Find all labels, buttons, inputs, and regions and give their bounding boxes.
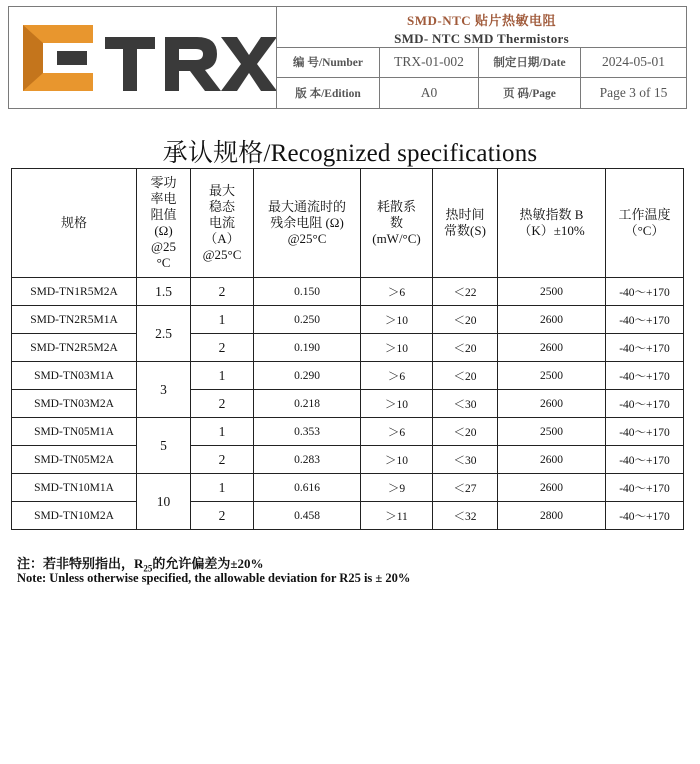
cell-model: SMD-TN05M2A [12, 446, 137, 474]
cell-time-constant: ＜22 [433, 278, 498, 306]
cell-time-constant: ＜32 [433, 502, 498, 530]
date-label: 制定日期/Date [479, 47, 581, 77]
table-row [12, 502, 684, 530]
note-english: Note: Unless otherwise specified, the allowable deviation for R25 is ± 20% [17, 571, 411, 585]
cell-rres: 0.458 [254, 502, 361, 530]
table-row [12, 334, 684, 362]
page-label: 页 码/Page [479, 78, 581, 108]
title-english: SMD- NTC SMD Thermistors [394, 31, 569, 46]
edition-label: 版 本/Edition [277, 78, 380, 108]
table-row [12, 390, 684, 418]
cell-time-constant: ＜20 [433, 334, 498, 362]
number-value: TRX-01-002 [380, 47, 479, 77]
cell-rres: 0.616 [254, 474, 361, 502]
header-time-constant: 热时间 常数(S) [433, 169, 498, 278]
cell-temp: -40～+170 [606, 390, 684, 418]
cell-time-constant: ＜30 [433, 390, 498, 418]
cell-rres: 0.218 [254, 390, 361, 418]
header-b-value: 热敏指数 B （K）±10% [498, 169, 606, 278]
cell-model: SMD-TN1R5M2A [12, 278, 137, 306]
info-row-edition-page [277, 78, 686, 108]
cell-rres: 0.290 [254, 362, 361, 390]
cell-model: SMD-TN2R5M2A [12, 334, 137, 362]
cell-time-constant: ＜30 [433, 446, 498, 474]
cell-dissipation: ＞10 [361, 334, 433, 362]
cell-time-constant: ＜27 [433, 474, 498, 502]
cell-b-value: 2600 [498, 474, 606, 502]
cell-temp: -40～+170 [606, 306, 684, 334]
cell-imax: 1 [191, 306, 254, 334]
cell-b-value: 2500 [498, 278, 606, 306]
cell-model: SMD-TN03M1A [12, 362, 137, 390]
cell-time-constant: ＜20 [433, 418, 498, 446]
cell-r0: 2.5 [137, 306, 191, 362]
number-label: 编 号/Number [277, 47, 380, 77]
table-row [12, 362, 684, 390]
cell-r0: 1.5 [137, 278, 191, 306]
cell-dissipation: ＞10 [361, 446, 433, 474]
table-row [12, 418, 684, 446]
cell-temp: -40～+170 [606, 418, 684, 446]
cell-rres: 0.283 [254, 446, 361, 474]
document-title [277, 7, 686, 48]
cell-temp: -40～+170 [606, 362, 684, 390]
cell-dissipation: ＞9 [361, 474, 433, 502]
cell-imax: 1 [191, 362, 254, 390]
company-logo [9, 7, 277, 108]
cell-temp: -40～+170 [606, 446, 684, 474]
cell-rres: 0.150 [254, 278, 361, 306]
table-row [12, 278, 684, 306]
page-value: Page 3 of 15 [599, 85, 668, 100]
cell-b-value: 2600 [498, 334, 606, 362]
cell-rres: 0.353 [254, 418, 361, 446]
header-max-current: 最大 稳态 电流 （A） @25°C [191, 169, 254, 278]
document-info [277, 47, 686, 108]
cell-rres: 0.190 [254, 334, 361, 362]
cell-time-constant: ＜20 [433, 306, 498, 334]
cell-imax: 2 [191, 334, 254, 362]
cell-imax: 2 [191, 502, 254, 530]
cell-dissipation: ＞10 [361, 390, 433, 418]
cell-b-value: 2500 [498, 362, 606, 390]
cell-b-value: 2600 [498, 390, 606, 418]
cell-dissipation: ＞6 [361, 362, 433, 390]
cell-b-value: 2500 [498, 418, 606, 446]
title-chinese: SMD-NTC 贴片热敏电阻 [407, 13, 556, 28]
table-row [12, 306, 684, 334]
cell-model: SMD-TN2R5M1A [12, 306, 137, 334]
header-zero-power-resistance: 零功 率电 阻值 (Ω) @25 °C [137, 169, 191, 278]
cell-r0: 5 [137, 418, 191, 474]
cell-model: SMD-TN05M1A [12, 418, 137, 446]
table-row [12, 446, 684, 474]
info-row-number-date [277, 47, 686, 78]
cell-imax: 2 [191, 390, 254, 418]
cell-temp: -40～+170 [606, 474, 684, 502]
cell-model: SMD-TN10M2A [12, 502, 137, 530]
header-operating-temp: 工作温度 （°C） [606, 169, 684, 278]
table-header-row [12, 169, 684, 278]
cell-time-constant: ＜20 [433, 362, 498, 390]
header-spec: 规格 [12, 169, 137, 278]
cell-dissipation: ＞11 [361, 502, 433, 530]
cell-dissipation: ＞10 [361, 306, 433, 334]
cell-imax: 2 [191, 446, 254, 474]
cell-rres: 0.250 [254, 306, 361, 334]
edition-value: A0 [380, 78, 479, 108]
cell-model: SMD-TN03M2A [12, 390, 137, 418]
cell-dissipation: ＞6 [361, 418, 433, 446]
header-residual-resistance: 最大通流时的 残余电阻 (Ω) @25°C [254, 169, 361, 278]
page-title: 承认规格/Recognized specifications [162, 140, 538, 167]
date-value: 2024-05-01 [602, 54, 665, 69]
trx-logo-icon [9, 7, 276, 108]
spec-table [11, 168, 684, 530]
cell-b-value: 2600 [498, 306, 606, 334]
note-chinese: 注：若非特别指出，$R_{25}$的允许偏差为±20% [17, 556, 264, 574]
cell-imax: 2 [191, 278, 254, 306]
table-row [12, 474, 684, 502]
cell-imax: 1 [191, 418, 254, 446]
cell-r0: 3 [137, 362, 191, 418]
cell-imax: 1 [191, 474, 254, 502]
cell-temp: -40～+170 [606, 502, 684, 530]
cell-temp: -40～+170 [606, 278, 684, 306]
document-header [8, 6, 687, 109]
cell-b-value: 2600 [498, 446, 606, 474]
cell-b-value: 2800 [498, 502, 606, 530]
header-dissipation: 耗散系 数 (mW/°C) [361, 169, 433, 278]
cell-dissipation: ＞6 [361, 278, 433, 306]
cell-model: SMD-TN10M1A [12, 474, 137, 502]
cell-temp: -40～+170 [606, 334, 684, 362]
cell-r0: 10 [137, 474, 191, 530]
